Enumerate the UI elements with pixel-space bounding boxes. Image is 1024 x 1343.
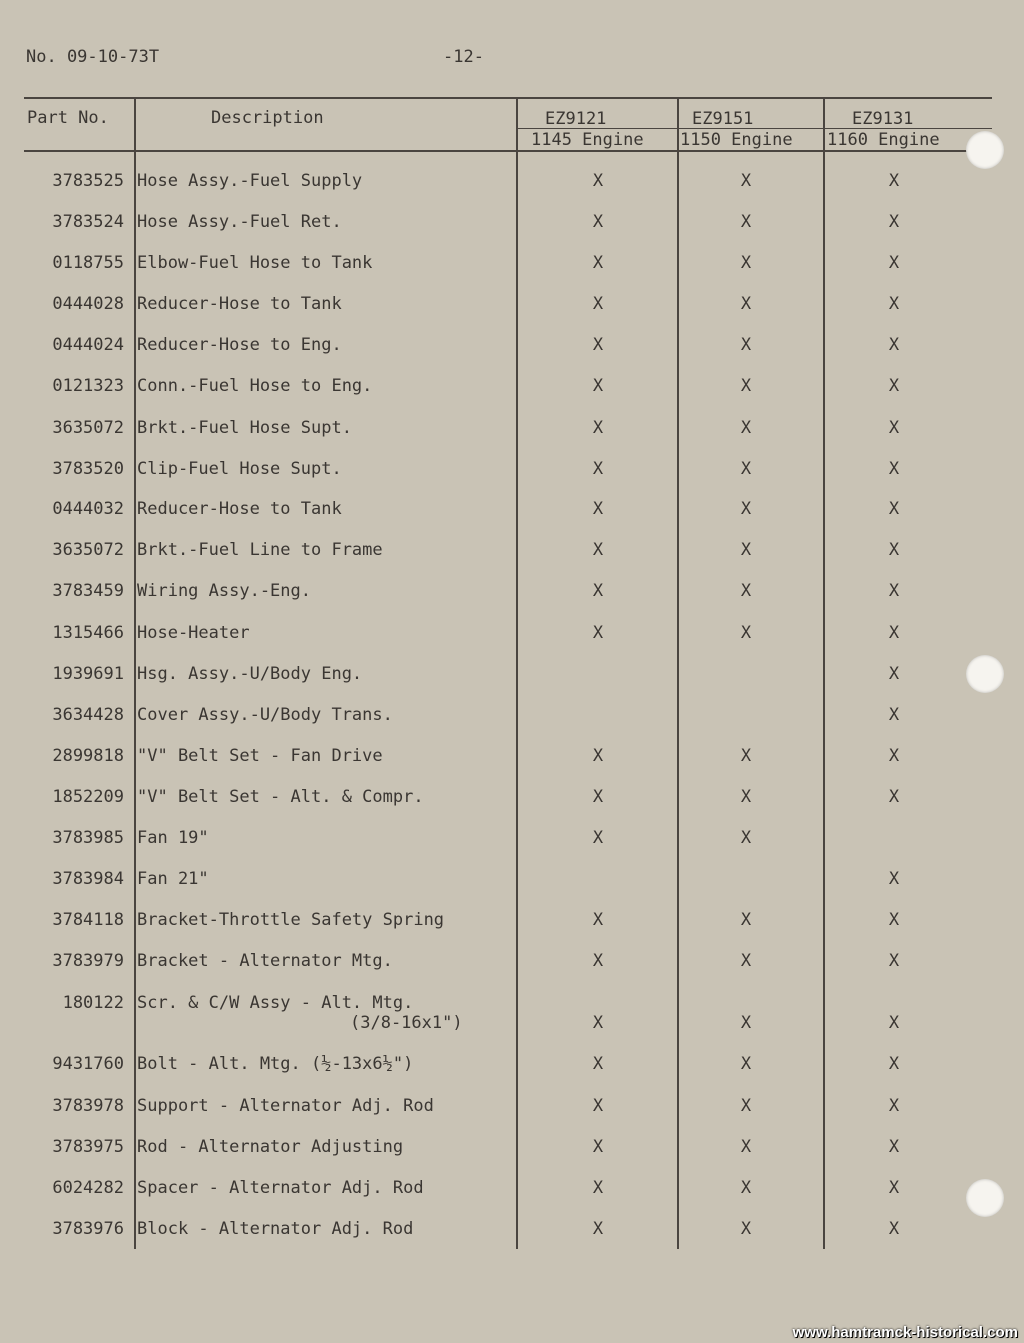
- row-description: Fan 21": [137, 869, 209, 889]
- binder-hole-bottom: [966, 1179, 1004, 1217]
- row-applicability-mark-col2: X: [740, 1178, 752, 1198]
- row-applicability-mark-col1: X: [592, 294, 604, 314]
- row-part-number: 9431760: [52, 1054, 124, 1074]
- row-applicability-mark-col1: X: [592, 787, 604, 807]
- row-part-number: 3783978: [52, 1096, 124, 1116]
- row-applicability-mark-col2: X: [740, 910, 752, 930]
- row-description: Hose-Heater: [137, 623, 250, 643]
- row-applicability-mark-col3: X: [888, 910, 900, 930]
- row-description: Support - Alternator Adj. Rod: [137, 1096, 434, 1116]
- row-applicability-mark-col3: X: [888, 1178, 900, 1198]
- part-column-divider: [134, 99, 136, 1249]
- row-applicability-mark-col3: X: [888, 212, 900, 232]
- row-applicability-mark-col2: X: [740, 1013, 752, 1033]
- row-part-number: 3635072: [52, 418, 124, 438]
- row-applicability-mark-col1: X: [592, 1013, 604, 1033]
- row-applicability-mark-col2: X: [740, 499, 752, 519]
- row-applicability-mark-col3: X: [888, 1137, 900, 1157]
- col3-engine: 1160 Engine: [827, 130, 940, 150]
- row-applicability-mark-col3: X: [888, 664, 900, 684]
- row-description: Brkt.-Fuel Line to Frame: [137, 540, 383, 560]
- row-applicability-mark-col2: X: [740, 951, 752, 971]
- row-applicability-mark-col2: X: [740, 828, 752, 848]
- row-applicability-mark-col2: X: [740, 746, 752, 766]
- table-top-rule: [24, 97, 992, 99]
- row-description: Rod - Alternator Adjusting: [137, 1137, 404, 1157]
- row-description: Cover Assy.-U/Body Trans.: [137, 705, 393, 725]
- row-applicability-mark-col1: X: [592, 1219, 604, 1239]
- col2-divider: [677, 99, 679, 1249]
- col2-engine: 1150 Engine: [680, 130, 793, 150]
- row-description: Block - Alternator Adj. Rod: [137, 1219, 414, 1239]
- row-applicability-mark-col1: X: [592, 828, 604, 848]
- row-applicability-mark-col2: X: [740, 294, 752, 314]
- row-part-number: 1852209: [52, 787, 124, 807]
- row-description: Fan 19": [137, 828, 209, 848]
- row-part-number: 2899818: [52, 746, 124, 766]
- row-applicability-mark-col3: X: [888, 294, 900, 314]
- row-description: Wiring Assy.-Eng.: [137, 581, 311, 601]
- row-applicability-mark-col2: X: [740, 787, 752, 807]
- row-applicability-mark-col3: X: [888, 171, 900, 191]
- row-applicability-mark-col1: X: [592, 623, 604, 643]
- row-description: Elbow-Fuel Hose to Tank: [137, 253, 373, 273]
- row-applicability-mark-col1: X: [592, 459, 604, 479]
- row-applicability-mark-col3: X: [888, 787, 900, 807]
- row-part-number: 3783525: [52, 171, 124, 191]
- row-applicability-mark-col2: X: [740, 1096, 752, 1116]
- row-part-number: 0444032: [52, 499, 124, 519]
- row-part-number: 3783985: [52, 828, 124, 848]
- row-applicability-mark-col2: X: [740, 459, 752, 479]
- row-description: Bracket - Alternator Mtg.: [137, 951, 393, 971]
- row-applicability-mark-col3: X: [888, 1013, 900, 1033]
- row-applicability-mark-col3: X: [888, 540, 900, 560]
- row-applicability-mark-col1: X: [592, 418, 604, 438]
- row-applicability-mark-col2: X: [740, 1054, 752, 1074]
- row-description: Hsg. Assy.-U/Body Eng.: [137, 664, 363, 684]
- row-description: Bolt - Alt. Mtg. (½-13x6½"): [137, 1054, 414, 1074]
- row-applicability-mark-col3: X: [888, 499, 900, 519]
- page-number: -12-: [443, 47, 484, 67]
- row-applicability-mark-col3: X: [888, 623, 900, 643]
- part-no-header: Part No.: [27, 108, 109, 128]
- row-description: Hose Assy.-Fuel Ret.: [137, 212, 342, 232]
- row-applicability-mark-col1: X: [592, 376, 604, 396]
- row-applicability-mark-col3: X: [888, 253, 900, 273]
- row-part-number: 1315466: [52, 623, 124, 643]
- row-description: Clip-Fuel Hose Supt.: [137, 459, 342, 479]
- row-applicability-mark-col1: X: [592, 540, 604, 560]
- row-part-number: 3783524: [52, 212, 124, 232]
- row-applicability-mark-col2: X: [740, 540, 752, 560]
- row-applicability-mark-col3: X: [888, 1219, 900, 1239]
- row-applicability-mark-col3: X: [888, 746, 900, 766]
- row-part-number: 3783459: [52, 581, 124, 601]
- row-applicability-mark-col3: X: [888, 869, 900, 889]
- row-applicability-mark-col3: X: [888, 376, 900, 396]
- row-applicability-mark-col1: X: [592, 1137, 604, 1157]
- row-applicability-mark-col1: X: [592, 746, 604, 766]
- row-description: Reducer-Hose to Tank: [137, 499, 342, 519]
- row-applicability-mark-col1: X: [592, 581, 604, 601]
- row-description: Reducer-Hose to Eng.: [137, 335, 342, 355]
- row-applicability-mark-col2: X: [740, 1137, 752, 1157]
- row-applicability-mark-col3: X: [888, 459, 900, 479]
- binder-hole-top: [966, 131, 1004, 169]
- row-applicability-mark-col3: X: [888, 1096, 900, 1116]
- row-applicability-mark-col2: X: [740, 581, 752, 601]
- row-description: Hose Assy.-Fuel Supply: [137, 171, 363, 191]
- col1-model: EZ9121: [545, 109, 607, 129]
- row-applicability-mark-col3: X: [888, 418, 900, 438]
- row-part-number: 0444024: [52, 335, 124, 355]
- row-applicability-mark-col3: X: [888, 705, 900, 725]
- col1-divider: [516, 99, 518, 1249]
- row-part-number: 3784118: [52, 910, 124, 930]
- row-description-continued: (3/8-16x1"): [350, 1013, 463, 1033]
- row-applicability-mark-col1: X: [592, 1178, 604, 1198]
- row-part-number: 180122: [62, 993, 124, 1013]
- row-description: Bracket-Throttle Safety Spring: [137, 910, 445, 930]
- row-applicability-mark-col2: X: [740, 171, 752, 191]
- binder-hole-middle: [966, 655, 1004, 693]
- site-watermark: www.hamtramck-historical.com: [792, 1324, 1018, 1341]
- row-applicability-mark-col2: X: [740, 253, 752, 273]
- col1-engine: 1145 Engine: [531, 130, 644, 150]
- row-description: Scr. & C/W Assy - Alt. Mtg.: [137, 993, 414, 1013]
- row-part-number: 0118755: [52, 253, 124, 273]
- row-applicability-mark-col1: X: [592, 212, 604, 232]
- row-applicability-mark-col1: X: [592, 335, 604, 355]
- row-applicability-mark-col1: X: [592, 253, 604, 273]
- description-header: Description: [211, 108, 324, 128]
- row-applicability-mark-col2: X: [740, 623, 752, 643]
- col2-model: EZ9151: [692, 109, 754, 129]
- row-applicability-mark-col3: X: [888, 335, 900, 355]
- row-description: Brkt.-Fuel Hose Supt.: [137, 418, 352, 438]
- row-part-number: 3783975: [52, 1137, 124, 1157]
- row-applicability-mark-col1: X: [592, 910, 604, 930]
- row-description: Spacer - Alternator Adj. Rod: [137, 1178, 424, 1198]
- row-part-number: 0444028: [52, 294, 124, 314]
- row-applicability-mark-col2: X: [740, 335, 752, 355]
- row-applicability-mark-col2: X: [740, 376, 752, 396]
- row-applicability-mark-col2: X: [740, 418, 752, 438]
- row-applicability-mark-col1: X: [592, 499, 604, 519]
- document-reference: No. 09-10-73T: [26, 47, 160, 67]
- row-description: "V" Belt Set - Alt. & Compr.: [137, 787, 424, 807]
- row-part-number: 1939691: [52, 664, 124, 684]
- row-applicability-mark-col1: X: [592, 1054, 604, 1074]
- row-part-number: 3634428: [52, 705, 124, 725]
- row-applicability-mark-col1: X: [592, 1096, 604, 1116]
- col3-divider: [823, 99, 825, 1249]
- row-part-number: 3635072: [52, 540, 124, 560]
- row-part-number: 3783979: [52, 951, 124, 971]
- row-part-number: 3783984: [52, 869, 124, 889]
- row-applicability-mark-col3: X: [888, 1054, 900, 1074]
- row-applicability-mark-col2: X: [740, 212, 752, 232]
- row-part-number: 0121323: [52, 376, 124, 396]
- row-part-number: 3783520: [52, 459, 124, 479]
- row-description: Reducer-Hose to Tank: [137, 294, 342, 314]
- row-part-number: 3783976: [52, 1219, 124, 1239]
- col3-model: EZ9131: [852, 109, 914, 129]
- row-applicability-mark-col3: X: [888, 951, 900, 971]
- row-applicability-mark-col1: X: [592, 171, 604, 191]
- row-applicability-mark-col1: X: [592, 951, 604, 971]
- row-part-number: 6024282: [52, 1178, 124, 1198]
- row-description: Conn.-Fuel Hose to Eng.: [137, 376, 373, 396]
- row-applicability-mark-col3: X: [888, 581, 900, 601]
- header-bottom-rule: [24, 150, 969, 152]
- row-description: "V" Belt Set - Fan Drive: [137, 746, 383, 766]
- row-applicability-mark-col2: X: [740, 1219, 752, 1239]
